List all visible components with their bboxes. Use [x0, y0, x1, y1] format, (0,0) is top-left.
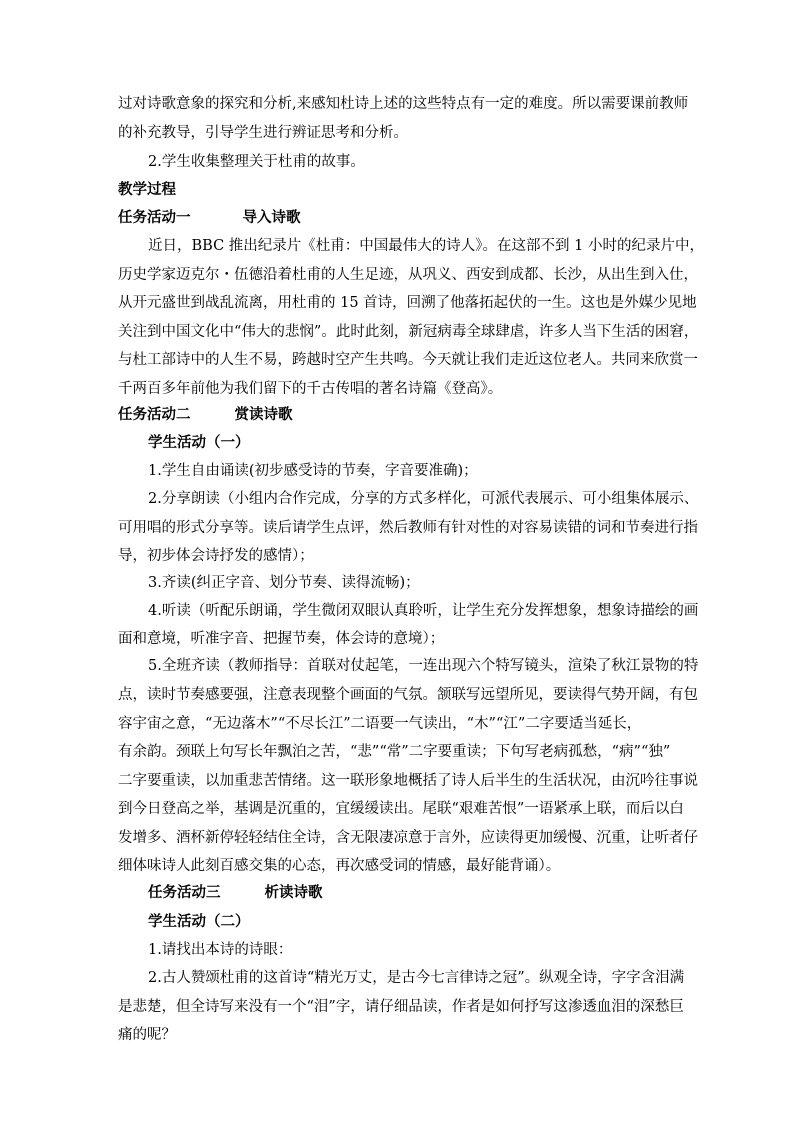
text-line: 二字要重读，以加重悲苦情绪。这一联形象地概括了诗人后半生的生活状况，由沉吟往事说: [118, 773, 698, 789]
task-heading: [118, 405, 293, 425]
text-line: 可用唱的形式分享等。读后请学生点评，然后教师有针对性的对容易读错的词和节奏进行指: [118, 520, 698, 536]
text-line: 与杜工部诗中的人生不易，跨越时空产生共鸣。今天就让我们走近这位老人。共同来欣赏一: [118, 352, 698, 368]
text-line: 痛的呢？: [118, 1027, 176, 1043]
text-line: 是悲楚，但全诗写来没有一个“泪”字，请仔细品读，作者是如何抒写这渗透血泪的深愁巨: [118, 999, 684, 1015]
task-title: 导入诗歌: [242, 209, 301, 226]
text-line: 细体味诗人此刻百感交集的心态，再次感受词的情感，最好能背诵）。: [118, 858, 561, 874]
text-line: 千两百多年前他为我们留下的千古传唱的著名诗篇《登高》。: [118, 381, 503, 397]
task-title: 析读诗歌: [264, 884, 323, 901]
text-line: 近日，BBC 推出纪录片《杜甫：中国最伟大的诗人》。在这部不到 1 小时的纪录片中，: [148, 238, 704, 254]
list-item: 3.齐读(纠正字音、划分节奏、读得流畅)；: [148, 575, 420, 591]
text-line: 导，初步体会诗抒发的感情）；: [118, 548, 314, 564]
text-line: 的补充教导，引导学生进行辨证思考和分析。: [118, 125, 408, 141]
task-title: 赏读诗歌: [234, 406, 293, 423]
task-label: 任务活动二: [118, 406, 191, 423]
list-item: 4.听读（听配乐朗诵，学生微闭双眼认真聆听，让学生充分发挥想象，想象诗描绘的画: [148, 603, 699, 619]
list-item: 2.学生收集整理关于杜甫的故事。: [148, 154, 365, 170]
task-heading: [148, 883, 323, 903]
text-line: 容宇宙之意，“无边落木”“不尽长江”二语要一气读出，“木”“江”二字要适当延长，: [118, 716, 642, 732]
task-label: 任务活动一: [118, 209, 191, 226]
task-heading: [118, 208, 301, 228]
list-item: 5.全班齐读（教师指导：首联对仗起笔，一连出现六个特写镜头，渲染了秋江景物的特: [148, 658, 699, 674]
text-line: 面和意境，听准字音、把握节奏，体会诗的意境）；: [118, 631, 445, 647]
list-item: 1.学生自由诵读(初步感受诗的节奏，字音要准确)；: [148, 463, 478, 479]
text-line: 点，读时节奏感要强，注意表现整个画面的气氛。颔联写远望所见，要读得气势开阔，有包: [118, 687, 698, 703]
section-heading: 教学过程: [118, 181, 176, 198]
task-label: 任务活动三: [148, 884, 221, 901]
text-line: 过对诗歌意象的探究和分析,来感知杜诗上述的这些特点有一定的难度。所以需要课前教师: [118, 96, 689, 112]
list-item: 2.分享朗读（小组内合作完成，分享的方式多样化，可派代表展示、可小组集体展示、: [148, 491, 699, 507]
text-line: 有余韵。颈联上句写长年飘泊之苦，“悲”“常”二字要重读；下句写老病孤愁，“病”“独”: [118, 744, 671, 760]
list-item: 2.古人赞颂杜甫的这首诗“精光万丈，是古今七言律诗之冠”。纵观全诗，字字含泪满: [148, 970, 685, 986]
text-line: 关注到中国文化中“伟大的悲悯”。此时此刻，新冠病毒全球肆虐，许多人当下生活的困窘，: [118, 324, 699, 340]
sub-heading: 学生活动（一）: [148, 434, 250, 451]
text-line: 历史学家迈克尔・伍德沿着杜甫的人生足迹，从巩义、西安到成都、长沙，从出生到入仕，: [118, 267, 698, 283]
text-line: 到今日登高之举，基调是沉重的，宜缓缓读出。尾联“艰难苦恨”一语紧承上联，而后以白: [118, 801, 684, 817]
sub-heading: 学生活动（二）: [148, 913, 250, 930]
text-line: 从开元盛世到战乱流离，用杜甫的 15 首诗，回溯了他落拓起伏的一生。这也是外媒少见地: [118, 295, 697, 311]
text-line: 发增多、酒杯新停轻轻结住全诗，含无限凄凉意于言外，应读得更加缓慢、沉重，让听者仔: [118, 830, 698, 846]
list-item: 1.请找出本诗的诗眼：: [148, 942, 293, 958]
